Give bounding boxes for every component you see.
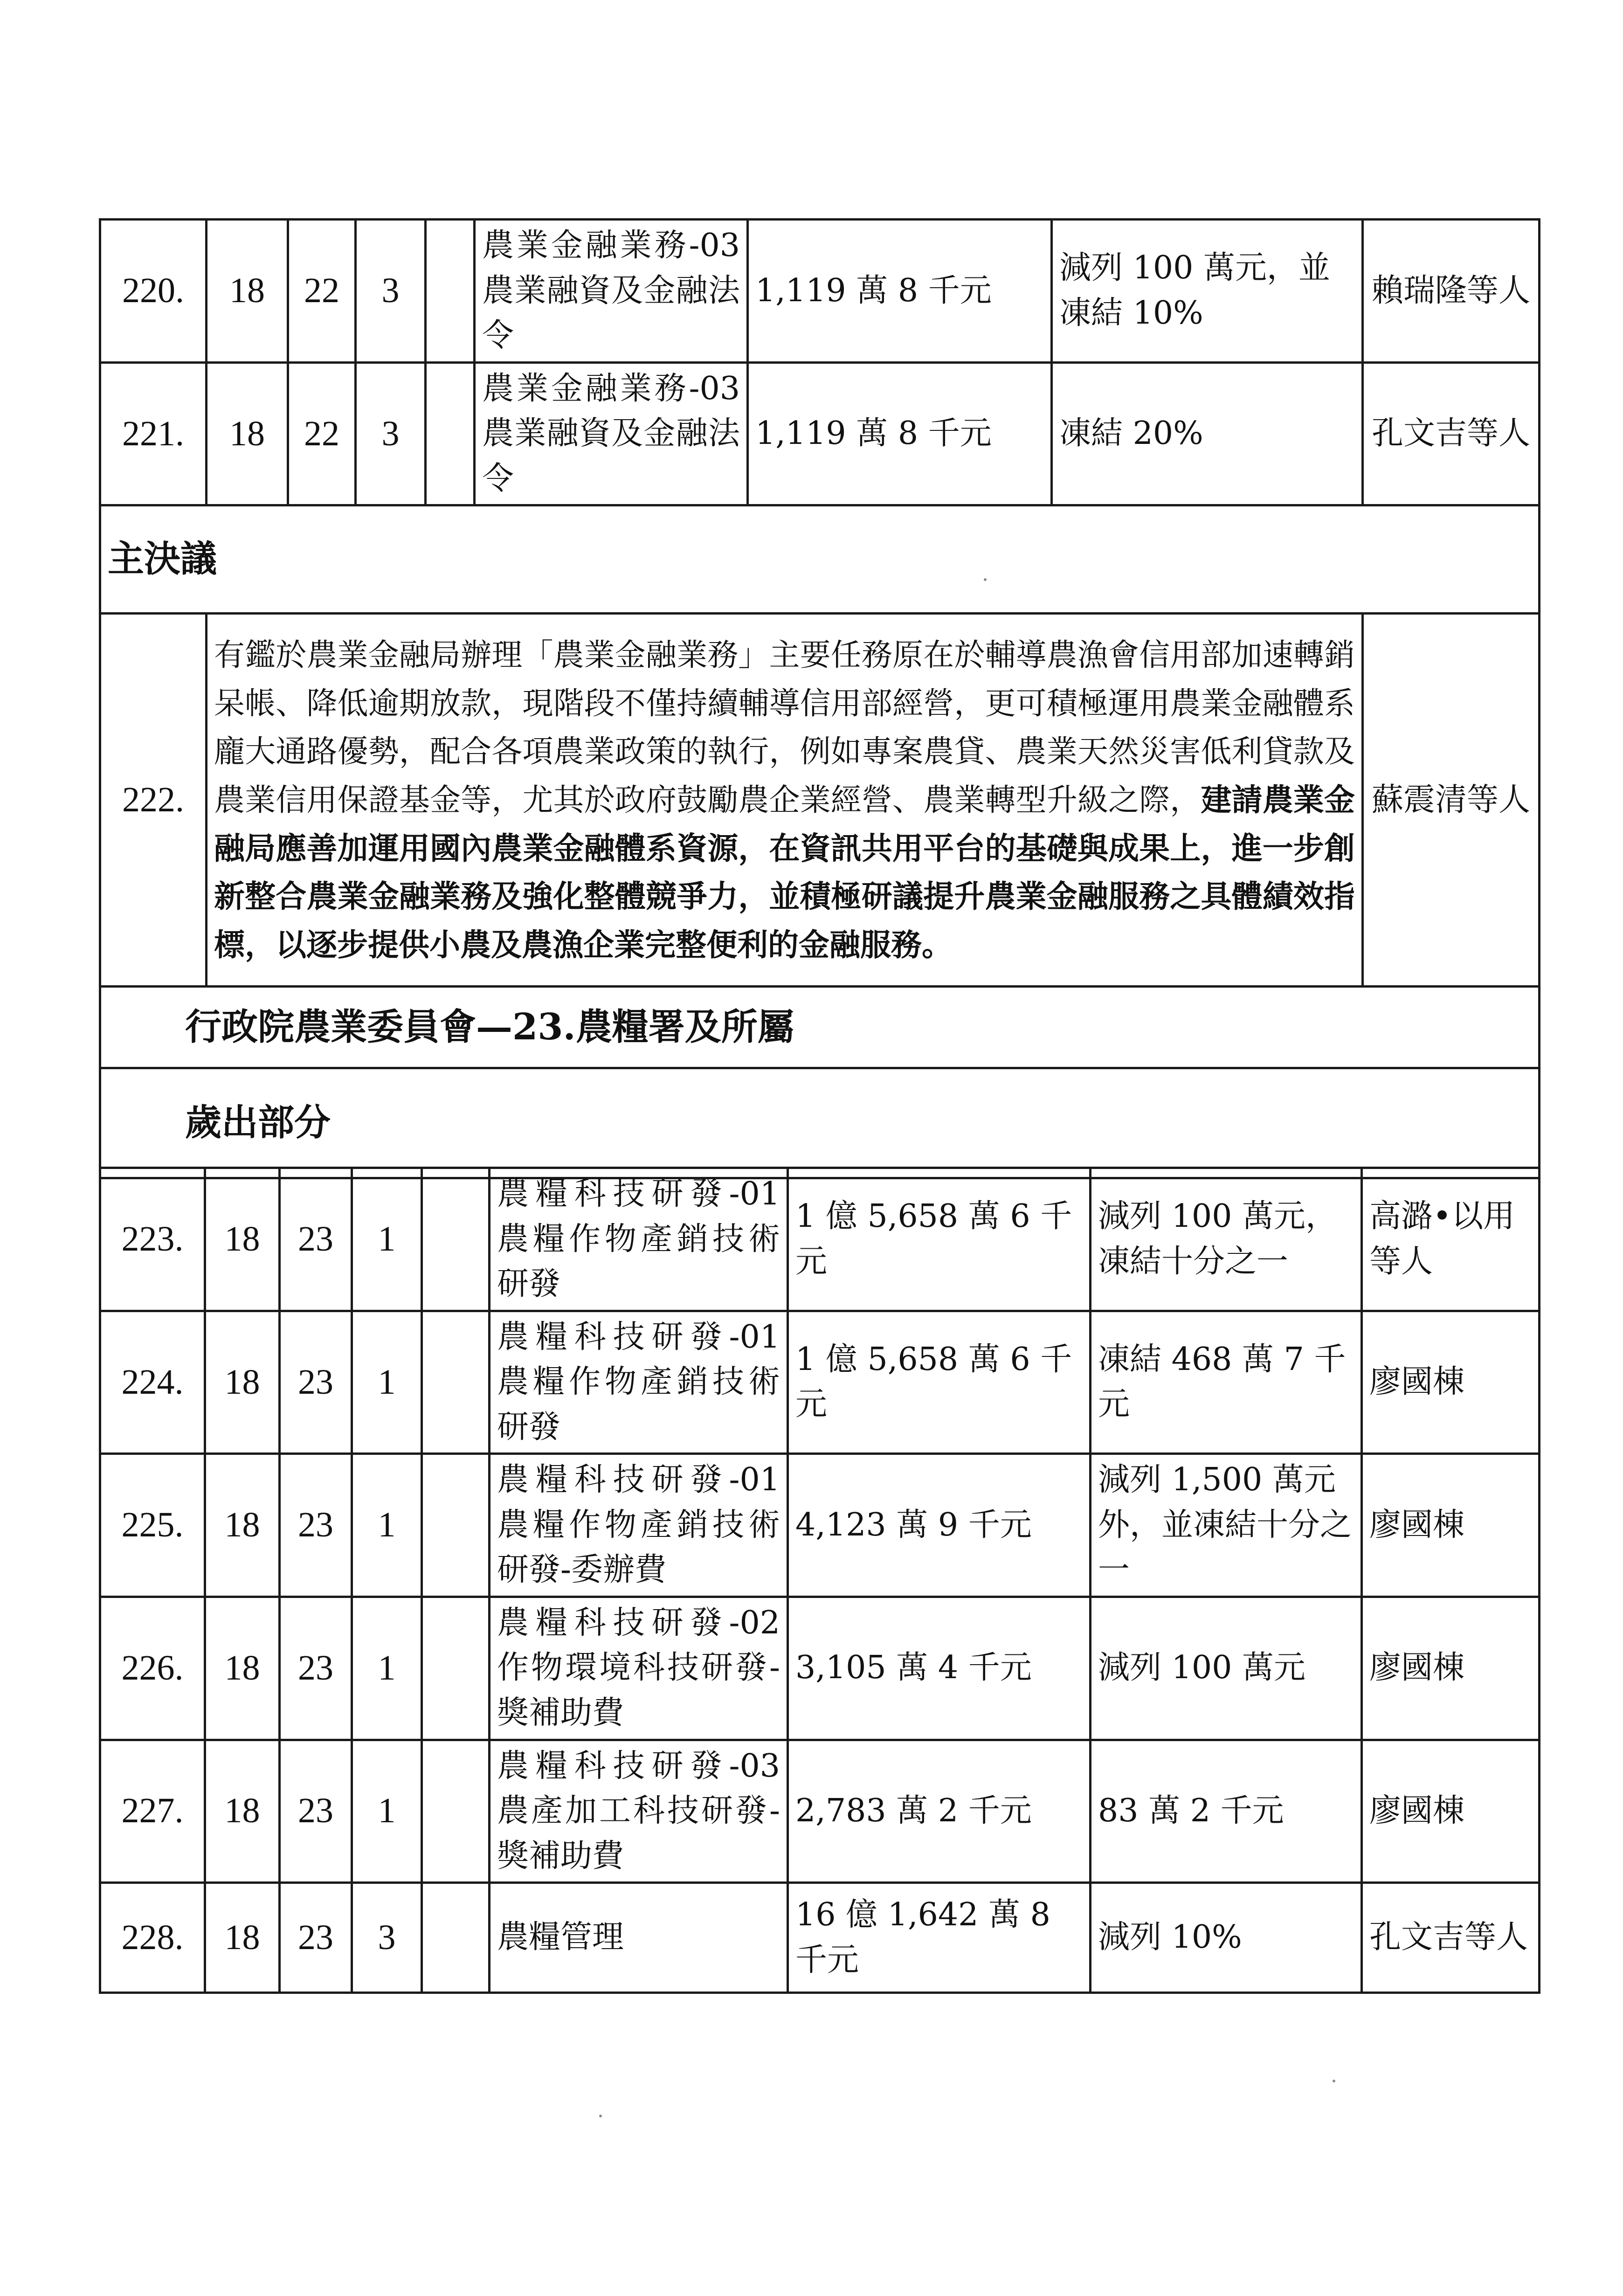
code-cell: 3 — [352, 1883, 422, 1993]
amount-cell: 1 億 5,658 萬 6 千元 — [788, 1168, 1091, 1311]
table-row — [100, 1597, 1540, 1740]
section-heading-row — [100, 987, 1540, 1068]
budget-item: 農糧科技研發-01 農糧作物產銷技術研發 — [490, 1311, 788, 1454]
amount-cell: 1,119 萬 8 千元 — [748, 362, 1052, 505]
code-cell: 18 — [205, 1311, 280, 1454]
action-cell: 減列 100 萬元，凍結十分之一 — [1091, 1168, 1362, 1311]
proposer-cell: 廖國棟 — [1362, 1597, 1540, 1740]
action-cell: 凍結 20% — [1052, 362, 1363, 505]
row-number: 226. — [100, 1597, 205, 1740]
table-row — [100, 1454, 1540, 1597]
amount-cell: 3,105 萬 4 千元 — [788, 1597, 1091, 1740]
amount-cell: 4,123 萬 9 千元 — [788, 1454, 1091, 1597]
code-cell: 3 — [356, 362, 426, 505]
code-cell: 18 — [205, 1597, 280, 1740]
code-cell: 23 — [280, 1168, 352, 1311]
budget-item: 農糧科技研發-02 作物環境科技研發-獎補助費 — [490, 1597, 788, 1740]
empty-cell — [422, 1597, 490, 1740]
table-row — [100, 1740, 1540, 1883]
row-number: 228. — [100, 1883, 205, 1993]
budget-item: 農糧科技研發-01 農糧作物產銷技術研發-委辦費 — [490, 1454, 788, 1597]
scan-speck — [599, 2115, 602, 2117]
proposer-cell: 廖國棟 — [1362, 1311, 1540, 1454]
code-cell: 18 — [205, 1168, 280, 1311]
code-cell: 1 — [352, 1454, 422, 1597]
proposer-cell: 孔文吉等人 — [1363, 362, 1540, 505]
proposer-cell: 賴瑞隆等人 — [1363, 220, 1540, 363]
budget-item: 農業金融業務-03 農業融資及金融法令 — [475, 362, 748, 505]
empty-cell — [426, 220, 475, 363]
proposer-cell: 高潞•以用等人 — [1362, 1168, 1540, 1311]
code-cell: 23 — [280, 1740, 352, 1883]
budget-item: 農業金融業務-03 農業融資及金融法令 — [475, 220, 748, 363]
action-cell: 凍結 468 萬 7 千元 — [1091, 1311, 1362, 1454]
code-cell: 18 — [205, 1740, 280, 1883]
code-cell: 1 — [352, 1168, 422, 1311]
proposer-cell: 廖國棟 — [1362, 1740, 1540, 1883]
table-row — [100, 220, 1540, 363]
action-cell: 減列 100 萬元 — [1091, 1597, 1362, 1740]
amount-cell: 16 億 1,642 萬 8 千元 — [788, 1883, 1091, 1993]
code-cell: 18 — [207, 362, 288, 505]
table-row — [100, 1168, 1540, 1311]
code-cell: 23 — [280, 1883, 352, 1993]
proposer-cell: 蘇震清等人 — [1363, 614, 1540, 987]
section-heading-row — [100, 1068, 1540, 1178]
empty-cell — [422, 1168, 490, 1311]
code-cell: 23 — [280, 1597, 352, 1740]
budget-table-upper — [99, 218, 1540, 1179]
action-cell: 減列 100 萬元，並凍結 10% — [1052, 220, 1363, 363]
code-cell: 23 — [280, 1311, 352, 1454]
table-row — [100, 1883, 1540, 1993]
section-heading-row — [100, 505, 1540, 614]
row-number: 222. — [100, 614, 207, 987]
code-cell: 1 — [352, 1740, 422, 1883]
row-number: 221. — [100, 362, 207, 505]
empty-cell — [422, 1740, 490, 1883]
main-resolution-heading: 主決議 — [100, 505, 1540, 614]
resolution-text — [207, 614, 1363, 987]
row-number: 225. — [100, 1454, 205, 1597]
empty-cell — [422, 1311, 490, 1454]
amount-cell: 1,119 萬 8 千元 — [748, 220, 1052, 363]
amount-cell: 1 億 5,658 萬 6 千元 — [788, 1311, 1091, 1454]
proposer-cell: 孔文吉等人 — [1362, 1883, 1540, 1993]
action-cell: 83 萬 2 千元 — [1091, 1740, 1362, 1883]
code-cell: 22 — [288, 220, 356, 363]
row-number: 227. — [100, 1740, 205, 1883]
resolution-text-bold: 建請農業金融局應善加運用國內農業金融體系資源，在資訊共用平台的基礎與成果上，進一步創新整合農業金融業務及強化整體競爭力，並積極研議提升農業金融服務之具體績效指標，以逐步提供小農及農漁企業完整便利的金融服務。 — [214, 781, 1355, 963]
row-number: 224. — [100, 1311, 205, 1454]
scan-speck — [1333, 2080, 1335, 2082]
scan-speck — [984, 578, 987, 581]
expenditure-heading: 歲出部分 — [100, 1068, 1540, 1178]
code-cell: 1 — [352, 1311, 422, 1454]
code-cell: 22 — [288, 362, 356, 505]
code-cell: 18 — [205, 1883, 280, 1993]
empty-cell — [422, 1883, 490, 1993]
table-row — [100, 1311, 1540, 1454]
code-cell: 23 — [280, 1454, 352, 1597]
resolution-row — [100, 614, 1540, 987]
budget-item: 農糧科技研發-03 農產加工科技研發-獎補助費 — [490, 1740, 788, 1883]
budget-table-lower — [99, 1167, 1540, 1994]
row-number: 220. — [100, 220, 207, 363]
table-row — [100, 362, 1540, 505]
action-cell: 減列 10% — [1091, 1883, 1362, 1993]
empty-cell — [422, 1454, 490, 1597]
row-number: 223. — [100, 1168, 205, 1311]
budget-item: 農糧管理 — [490, 1883, 788, 1993]
proposer-cell: 廖國棟 — [1362, 1454, 1540, 1597]
amount-cell: 2,783 萬 2 千元 — [788, 1740, 1091, 1883]
action-cell: 減列 1,500 萬元外，並凍結十分之一 — [1091, 1454, 1362, 1597]
agency-heading: 行政院農業委員會—23.農糧署及所屬 — [100, 987, 1540, 1068]
budget-item: 農糧科技研發-01 農糧作物產銷技術研發 — [490, 1168, 788, 1311]
code-cell: 18 — [205, 1454, 280, 1597]
empty-cell — [426, 362, 475, 505]
code-cell: 18 — [207, 220, 288, 363]
code-cell: 3 — [356, 220, 426, 363]
code-cell: 1 — [352, 1597, 422, 1740]
resolution-text-plain: 有鑑於農業金融局辦理「農業金融業務」主要任務原在於輔導農漁會信用部加速轉銷呆帳、降低逾期放款，現階段不僅持續輔導信用部經營，更可積極運用農業金融體系龐大通路優勢，配合各項農業政策的執行，例如專案農貸、農業天然災害低利貸款及農業信用保證基金等，尤其於政府鼓勵農企業經營、農業轉型升級之際， — [214, 637, 1355, 818]
